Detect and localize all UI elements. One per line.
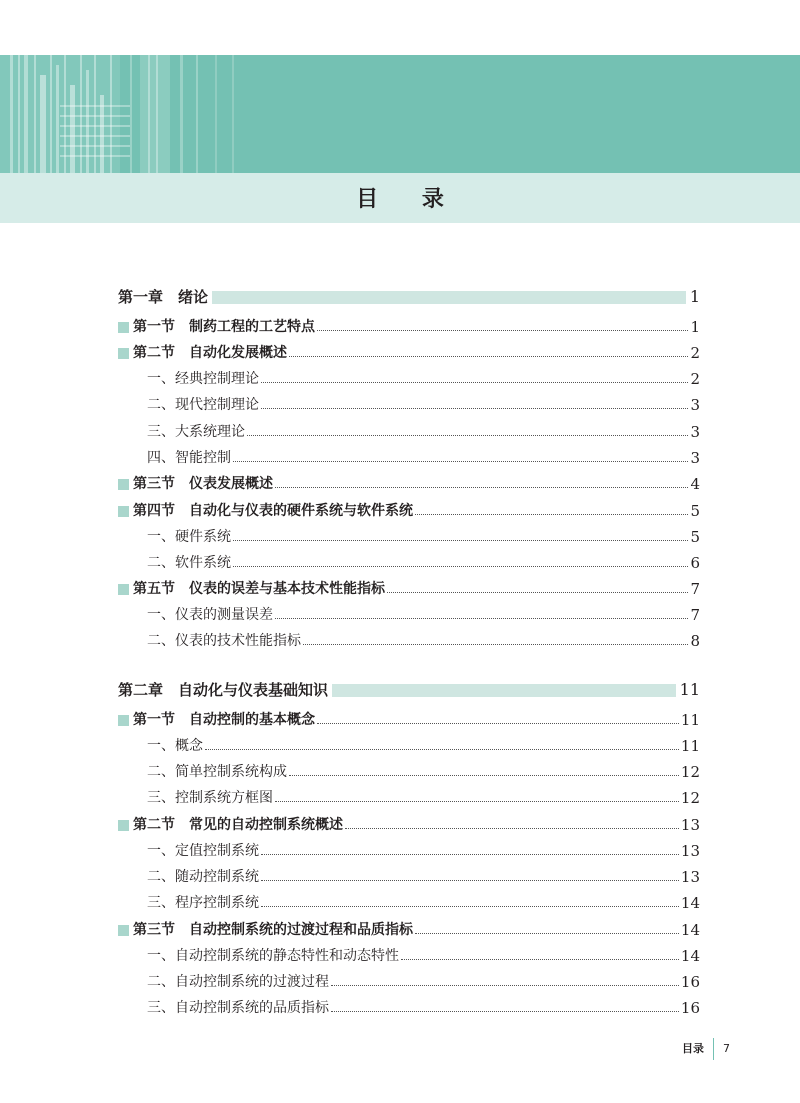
toc-page-number: 16 [680, 999, 700, 1017]
toc-entry-title: 一、自动控制系统的静态特性和动态特性 [147, 948, 399, 964]
dot-leader [317, 723, 679, 724]
dot-leader [233, 540, 688, 541]
toc-section-row[interactable] [118, 578, 700, 600]
toc-entry-title: 一、仪表的测量误差 [147, 607, 273, 623]
toc-item-row[interactable] [147, 552, 700, 574]
toc-page-number: 16 [680, 973, 700, 991]
toc-entry-title: 第一章 绪论 [118, 288, 209, 306]
toc-section-row[interactable] [118, 814, 700, 836]
toc-item-row[interactable] [147, 840, 700, 862]
toc-item-row[interactable] [147, 866, 700, 888]
toc-page-number: 5 [690, 528, 700, 546]
toc-entry-title: 三、自动控制系统的品质指标 [147, 1000, 329, 1016]
toc-entry-title: 一、经典控制理论 [147, 371, 259, 387]
toc-page-number: 3 [690, 396, 700, 414]
section-marker-icon [118, 925, 129, 936]
toc-entry-title: 第一节 制药工程的工艺特点 [133, 319, 315, 335]
dot-leader [401, 959, 679, 960]
chapter-highlight-bar [332, 684, 676, 697]
toc-item-row[interactable] [147, 761, 700, 783]
toc-entry-title: 第二节 常见的自动控制系统概述 [133, 817, 343, 833]
toc-chapter-row[interactable] [118, 286, 700, 308]
dot-leader [275, 618, 688, 619]
toc-item-row[interactable] [147, 892, 700, 914]
section-marker-icon [118, 479, 129, 490]
toc-page-number: 4 [690, 475, 700, 493]
dot-leader [289, 356, 688, 357]
dot-leader [261, 382, 688, 383]
toc-page-number: 7 [690, 606, 700, 624]
dot-leader [415, 514, 688, 515]
toc-entry-title: 一、硬件系统 [147, 529, 231, 545]
toc-entry-title: 二、现代控制理论 [147, 397, 259, 413]
toc-entry-title: 一、定值控制系统 [147, 843, 259, 859]
dot-leader [317, 330, 688, 331]
toc-page-number: 3 [690, 449, 700, 467]
toc-page-number: 11 [679, 680, 700, 699]
toc-item-row[interactable] [147, 971, 700, 993]
toc-page-number: 11 [680, 737, 700, 755]
dot-leader [275, 487, 688, 488]
toc-entry-title: 第三节 仪表发展概述 [133, 476, 273, 492]
toc-item-row[interactable] [147, 604, 700, 626]
section-marker-icon [118, 506, 129, 517]
footer-page-number: 7 [723, 1042, 730, 1055]
toc-page-number: 13 [680, 842, 700, 860]
section-marker-icon [118, 322, 129, 333]
section-marker-icon [118, 348, 129, 359]
toc-page-number: 14 [680, 894, 700, 912]
dot-leader [247, 435, 688, 436]
toc-entry-title: 三、大系统理论 [147, 424, 245, 440]
toc-page-number: 11 [680, 711, 700, 729]
toc-entry-title: 三、程序控制系统 [147, 895, 259, 911]
toc-item-row[interactable] [147, 945, 700, 967]
toc-page-number: 8 [690, 632, 700, 650]
toc-page-number: 5 [690, 502, 700, 520]
toc-section-row[interactable] [118, 473, 700, 495]
toc-entry-title: 第二章 自动化与仪表基础知识 [118, 681, 329, 699]
footer-section-label: 目录 [682, 1042, 704, 1055]
toc-item-row[interactable] [147, 394, 700, 416]
toc-item-row[interactable] [147, 447, 700, 469]
dot-leader [261, 880, 679, 881]
toc-page-number: 14 [680, 947, 700, 965]
toc-entry-title: 二、软件系统 [147, 555, 231, 571]
toc-entry-title: 二、自动控制系统的过渡过程 [147, 974, 329, 990]
toc-entry-title: 第五节 仪表的误差与基本技术性能指标 [133, 581, 385, 597]
toc-chapter-row[interactable] [118, 679, 700, 701]
footer-divider [713, 1038, 714, 1060]
section-marker-icon [118, 715, 129, 726]
chapter-highlight-bar [212, 291, 686, 304]
toc-page-number: 6 [690, 554, 700, 572]
dot-leader [261, 408, 688, 409]
toc-item-row[interactable] [147, 787, 700, 809]
toc-section-row[interactable] [118, 500, 700, 522]
toc-entry-title: 一、概念 [147, 738, 203, 754]
toc-entry-title: 第二节 自动化发展概述 [133, 345, 287, 361]
toc-page-number: 3 [690, 423, 700, 441]
toc-section-row[interactable] [118, 709, 700, 731]
toc-item-row[interactable] [147, 735, 700, 757]
toc-page-number: 2 [690, 370, 700, 388]
toc-section-row[interactable] [118, 919, 700, 941]
toc-item-row[interactable] [147, 997, 700, 1019]
dot-leader [205, 749, 679, 750]
toc-page-number: 13 [680, 816, 700, 834]
dot-leader [415, 933, 679, 934]
toc-entry-title: 第一节 自动控制的基本概念 [133, 712, 315, 728]
toc-item-row[interactable] [147, 630, 700, 652]
toc-section-row[interactable] [118, 342, 700, 364]
dot-leader [331, 985, 679, 986]
dot-leader [261, 906, 679, 907]
toc-entry-title: 二、仪表的技术性能指标 [147, 633, 301, 649]
dot-leader [331, 1011, 679, 1012]
dot-leader [303, 644, 688, 645]
section-marker-icon [118, 820, 129, 831]
decorative-stripes-graphic [0, 55, 800, 173]
dot-leader [387, 592, 688, 593]
toc-page-number: 1 [689, 287, 700, 306]
toc-section-row[interactable] [118, 316, 700, 338]
toc-entry-title: 四、智能控制 [147, 450, 231, 466]
toc-item-row[interactable] [147, 421, 700, 443]
toc-entry-title: 第四节 自动化与仪表的硬件系统与软件系统 [133, 503, 413, 519]
dot-leader [261, 854, 679, 855]
toc-page-number: 12 [680, 763, 700, 781]
dot-leader [345, 828, 679, 829]
toc-page-number: 12 [680, 789, 700, 807]
dot-leader [289, 775, 679, 776]
dot-leader [233, 566, 688, 567]
toc-page-number: 2 [690, 344, 700, 362]
toc-page-number: 7 [690, 580, 700, 598]
toc-page-number: 13 [680, 868, 700, 886]
toc-entry-title: 第三节 自动控制系统的过渡过程和品质指标 [133, 922, 413, 938]
toc-item-row[interactable] [147, 526, 700, 548]
page-title: 目 录 [356, 186, 462, 212]
toc-page-number: 14 [680, 921, 700, 939]
dot-leader [275, 801, 679, 802]
toc-page-number: 1 [690, 318, 700, 336]
toc-item-row[interactable] [147, 368, 700, 390]
toc-entry-title: 二、简单控制系统构成 [147, 764, 287, 780]
dot-leader [233, 461, 688, 462]
toc-entry-title: 二、随动控制系统 [147, 869, 259, 885]
header-band [0, 55, 800, 173]
section-marker-icon [118, 584, 129, 595]
toc-entry-title: 三、控制系统方框图 [147, 790, 273, 806]
